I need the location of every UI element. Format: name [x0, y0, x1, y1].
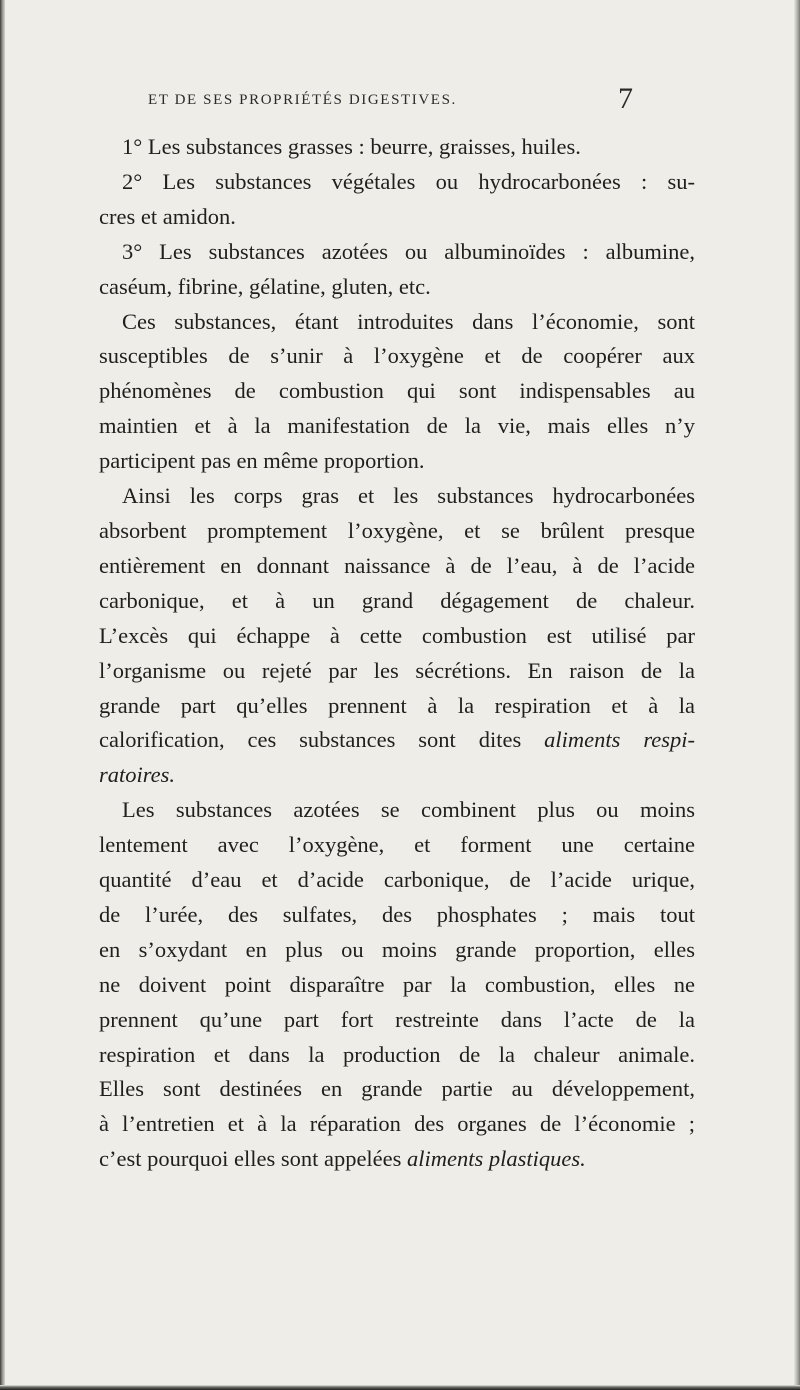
- text-line: lentement avec l’oxygène, et forment une certaine: [99, 832, 695, 858]
- text-line: Ces substances, étant introduites dans l’économie, sont: [122, 308, 695, 334]
- text-line: en s’oxydant en plus ou moins grande proportion, elles: [99, 936, 695, 962]
- paragraph-les-substances-azotees: [99, 793, 695, 1177]
- list-item-1: [99, 130, 695, 165]
- text-line: 1° Les substances grasses : beurre, graisses, huiles.: [122, 134, 581, 159]
- page-bottom-edge-shadow: [0, 1385, 800, 1390]
- text-line: l’organisme ou rejeté par les sécrétions. En raison de la: [99, 657, 695, 683]
- italic-term: aliments respi-: [544, 727, 696, 753]
- text-fragment: calorification, ces substances sont dites: [99, 727, 545, 753]
- text-line: entièrement en donnant naissance à de l’eau, à de l’acide: [99, 552, 695, 578]
- text-line: prennent qu’une part fort restreinte dans l’acte de la: [99, 1006, 695, 1032]
- text-fragment: c’est pourquoi elles sont appelées: [99, 1146, 408, 1172]
- italic-term: ratoires.: [99, 762, 176, 788]
- text-line: 2° Les substances végétales ou hydrocarbonées : su-: [122, 168, 695, 194]
- text-line: grande part qu’elles prennent à la respiration et à la: [99, 692, 695, 718]
- text-line: cres et amidon.: [99, 203, 236, 229]
- text-line: à l’entretien et à la réparation des organes de l’économie ;: [99, 1111, 695, 1137]
- text-line: maintien et à la manifestation de la vie, mais elles n’y: [99, 413, 695, 439]
- text-line: quantité d’eau et d’acide carbonique, de l’acide urique,: [99, 867, 695, 893]
- body-text: [99, 130, 695, 1177]
- text-line: carbonique, et à un grand dégagement de chaleur.: [99, 587, 695, 613]
- text-line: 3° Les substances azotées ou albuminoïdes : albumine,: [122, 238, 695, 264]
- text-line: absorbent promptement l’oxygène, et se brûlent presque: [99, 517, 695, 543]
- text-line: de l’urée, des sulfates, des phosphates ; mais tout: [99, 901, 695, 927]
- list-item-3: [99, 235, 695, 305]
- page-left-edge-shadow: [0, 0, 5, 1390]
- page-header: [148, 82, 648, 122]
- text-line: ne doivent point disparaître par la combustion, elles ne: [99, 971, 695, 997]
- text-line: L’excès qui échappe à cette combustion est utilisé par: [99, 622, 695, 648]
- text-line: [99, 723, 695, 758]
- text-line: participent pas en même proportion.: [99, 448, 425, 474]
- paragraph-ces-substances: [99, 305, 695, 480]
- page-number: 7: [618, 82, 633, 115]
- text-line: Les substances azotées se combinent plus ou moins: [122, 797, 695, 823]
- paragraph-ainsi: [99, 479, 695, 793]
- text-line: Elles sont destinées en grande partie au développement,: [99, 1076, 695, 1102]
- running-head: ET DE SES PROPRIÉTÉS DIGESTIVES.: [148, 92, 457, 108]
- page-right-edge-shadow: [794, 0, 800, 1390]
- text-line: caséum, fibrine, gélatine, gluten, etc.: [99, 273, 431, 299]
- text-line: [99, 1142, 695, 1177]
- text-line: Ainsi les corps gras et les substances hydrocarbonées: [122, 483, 695, 509]
- text-line: respiration et dans la production de la chaleur animale.: [99, 1041, 695, 1067]
- list-item-2: [99, 165, 695, 235]
- text-line: susceptibles de s’unir à l’oxygène et de coopérer aux: [99, 343, 695, 369]
- text-line: phénomènes de combustion qui sont indispensables au: [99, 378, 695, 404]
- italic-term: aliments plastiques.: [407, 1146, 586, 1172]
